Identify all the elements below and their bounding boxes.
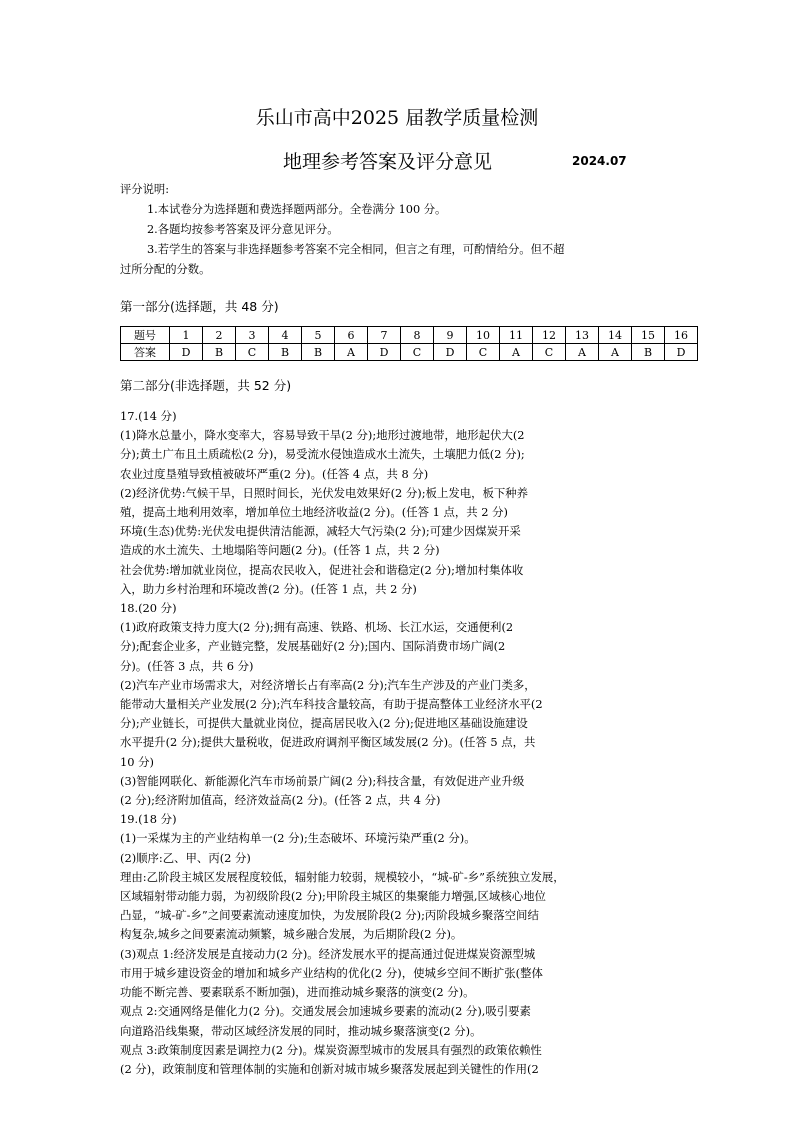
question-number: 2 (203, 327, 236, 344)
answer-line: 环境(生态)优势:光伏发电提供清洁能源，减轻大气污染(2 分);可建少因煤炭开采 (120, 524, 521, 539)
answer-line: 向道路沿线集聚，带动区域经济发展的同时，推动城乡聚落演变(2 分)。 (120, 1023, 482, 1038)
answer-line: 社会优势:增加就业岗位，提高农民收入，促进社会和谐稳定(2 分);增加村集体收 (120, 562, 524, 577)
notes-line: 1.本试卷分为选择题和费选择题两部分。全卷满分 100 分。 (147, 203, 447, 216)
answer-table-question-row (121, 327, 698, 344)
answer-line: (1)一采煤为主的产业结构单一(2 分);生态破坏、环境污染严重(2 分)。 (120, 831, 476, 846)
question-number: 13 (566, 327, 599, 344)
notes-line: 过所分配的分数。 (120, 263, 211, 276)
answer-letter: D (665, 344, 698, 361)
notes-line: 3.若学生的答案与非选择题参考答案不完全相同，但言之有理，可酌情给分。但不超 (147, 243, 565, 256)
notes-line: 2.各题均按参考答案及评分意见评分。 (147, 223, 339, 236)
answer-line: (3)智能网联化、新能源化汽车市场前景广阔(2 分);科技含量，有效促进产业升级 (120, 773, 525, 788)
answer-letter: B (632, 344, 665, 361)
question-number: 7 (368, 327, 401, 344)
answer-line: 10 分) (120, 754, 154, 769)
answer-line: 凸显，“城-矿-乡”之间要素流动速度加快，为发展阶段(2 分);丙阶段城乡聚落空间结 (120, 908, 539, 923)
answer-line: 构复杂,城乡之间要素流动频繁，城乡融合发展，为后期阶段(2 分)。 (120, 927, 463, 942)
answer-letter: C (401, 344, 434, 361)
answer-line: 理由:乙阶段主城区发展程度较低，辐射能力较弱，规模较小，“城-矿-乡”系统独立发展， (120, 869, 565, 884)
answer-line: 17.(14 分) (120, 409, 177, 423)
table-row-label: 答案 (121, 344, 170, 361)
question-number: 4 (269, 327, 302, 344)
answer-letter: A (335, 344, 368, 361)
table-row-label: 题号 (121, 327, 170, 344)
question-number: 11 (500, 327, 533, 344)
document-date: 2024.07 (572, 154, 627, 168)
answer-line: 观点 3:政策制度因素是调控力(2 分)。煤炭资源型城市的发展具有强烈的政策依赖性 (120, 1042, 542, 1057)
answer-letter: D (434, 344, 467, 361)
answer-line: 区域辐射带动能力弱，为初级阶段(2 分);甲阶段主城区的集聚能力增强,区域核心地位 (120, 889, 546, 904)
answer-line: 造成的水土流失、土地塌陷等问题(2 分)。(任答 1 点，共 2 分) (120, 543, 440, 558)
answer-line: 19.(18 分) (120, 812, 177, 827)
answer-line: (2 分)，政策制度和管理体制的实施和创新对城市城乡聚落发展起到关键性的作用(2 (120, 1061, 539, 1076)
answer-line: 18.(20 分) (120, 601, 177, 616)
question-number: 16 (665, 327, 698, 344)
scoring-notes (120, 180, 690, 280)
answer-line: 功能不断完善、要素联系不断加强)，进而推动城乡聚落的演变(2 分)。 (120, 985, 475, 1000)
answer-line: 市用于城乡建设资金的增加和城乡产业结构的优化(2 分)，使城乡空间不断扩张(整体 (120, 965, 543, 980)
question-number: 6 (335, 327, 368, 344)
answer-line: 水平提升(2 分);提供大量税收，促进政府调剂平衡区域发展(2 分)。(任答 5 点，共 (120, 735, 536, 750)
answer-line: 观点 2:交通网络是催化力(2 分)。交通发展会加速城乡要素的流动(2 分),吸引要素 (120, 1004, 531, 1019)
part2-heading: 第二部分(非选择题，共 52 分) (120, 378, 292, 393)
answer-letter: C (467, 344, 500, 361)
question-number: 12 (533, 327, 566, 344)
answer-letter: D (170, 344, 203, 361)
answer-letter: D (368, 344, 401, 361)
answer-letter: A (500, 344, 533, 361)
answer-letter: A (599, 344, 632, 361)
notes-heading: 评分说明: (120, 183, 169, 196)
answer-table-answer-row (121, 344, 698, 361)
answer-line: (1)政府政策支持力度大(2 分);拥有高速、铁路、机场、长江水运，交通便利(2 (120, 620, 514, 635)
answer-letter: B (302, 344, 335, 361)
question-number: 15 (632, 327, 665, 344)
document-subtitle: 地理参考答案及评分意见 (283, 151, 493, 173)
question-number: 8 (401, 327, 434, 344)
question-number: 1 (170, 327, 203, 344)
answer-line: (2)经济优势:气候干旱，日照时间长，光伏发电效果好(2 分);板上发电，板下种养 (120, 485, 529, 500)
answer-line: 分)。(任答 3 点，共 6 分) (120, 658, 254, 673)
answer-letter: B (269, 344, 302, 361)
answer-letter: A (566, 344, 599, 361)
part2-answers (120, 407, 688, 1079)
answer-line: (2 分);经济附加值高，经济效益高(2 分)。(任答 2 点，共 4 分) (120, 793, 441, 808)
question-number: 9 (434, 327, 467, 344)
answer-line: 殖，提高土地利用效率，增加单位土地经济收益(2 分)。(任答 1 点，共 2 分) (120, 505, 508, 520)
answer-letter: C (533, 344, 566, 361)
question-number: 10 (467, 327, 500, 344)
part1-heading: 第一部分(选择题，共 48 分) (120, 299, 279, 314)
answer-line: 分);产业链长，可提供大量就业岗位，提高居民收入(2 分);促进地区基础设施建设 (120, 716, 528, 731)
answer-table (120, 326, 698, 361)
answer-line: (2)顺序:乙、甲、丙(2 分) (120, 850, 251, 865)
question-number: 5 (302, 327, 335, 344)
answer-line: (1)降水总量小，降水变率大，容易导致干旱(2 分);地形过渡地带，地形起伏大(2 (120, 428, 525, 443)
answer-line: (2)汽车产业市场需求大，对经济增长占有率高(2 分);汽车生产涉及的产业门类多， (120, 677, 536, 692)
answer-line: 入，助力乡村治理和环境改善(2 分)。(任答 1 点，共 2 分) (120, 581, 417, 596)
answer-line: 分);黄土广布且土质疏松(2 分)，易受流水侵蚀造成水土流失，土壤肥力低(2 分); (120, 447, 525, 462)
answer-letter: C (236, 344, 269, 361)
answer-line: (3)观点 1:经济发展是直接动力(2 分)。经济发展水平的提高通过促进煤炭资源型城 (120, 946, 536, 961)
answer-line: 农业过度垦殖导致植被破坏严重(2 分)。(任答 4 点，共 8 分) (120, 466, 429, 481)
answer-line: 能带动大量相关产业发展(2 分);汽车科技含量较高，有助于提高整体工业经济水平(2 (120, 697, 543, 712)
document-title: 乐山市高中2025 届教学质量检测 (255, 107, 539, 129)
answer-line: 分);配套企业多，产业链完整，发展基础好(2 分);国内、国际消费市场广阔(2 (120, 639, 506, 654)
answer-letter: B (203, 344, 236, 361)
question-number: 14 (599, 327, 632, 344)
question-number: 3 (236, 327, 269, 344)
